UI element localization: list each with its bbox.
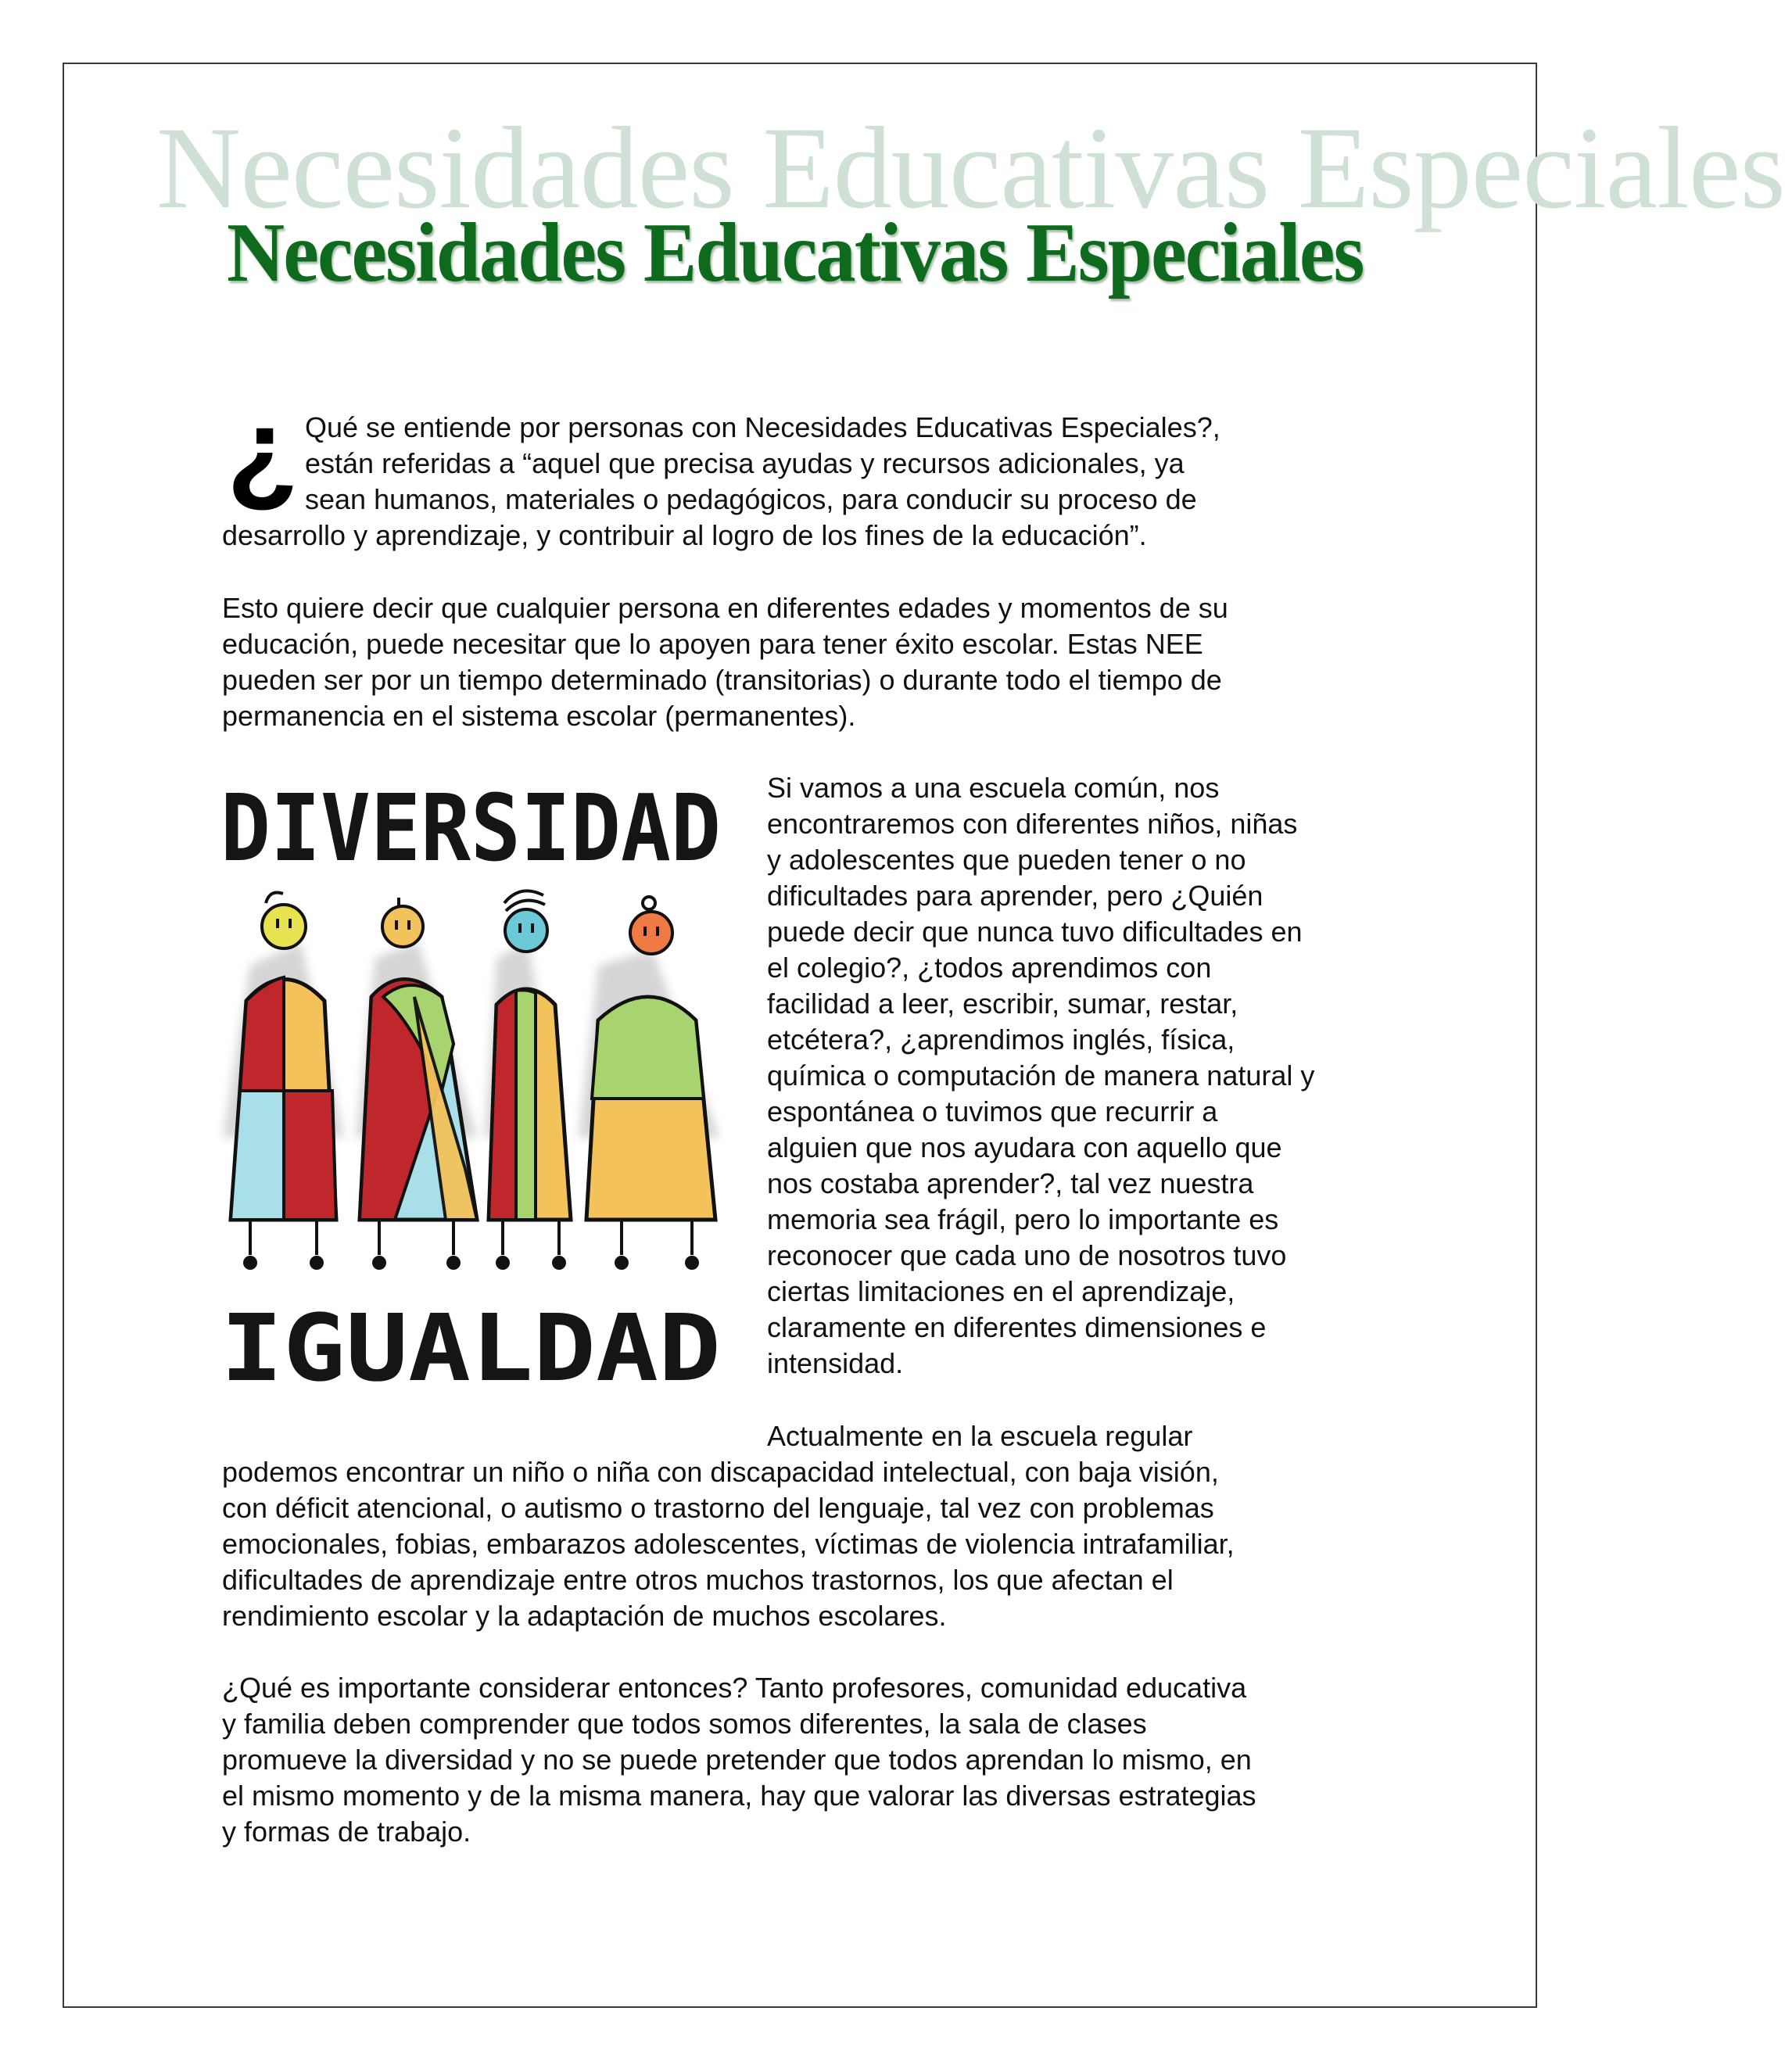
- intro-line: Qué se entiende por personas con Necesidades Educativas Especiales?,: [305, 411, 1220, 443]
- paragraph-line: y familia deben comprender que todos somos diferentes, la sala de clases: [222, 1708, 1147, 1740]
- drop-question-mark: ¿: [227, 384, 299, 515]
- side-line: intensidad.: [767, 1347, 904, 1379]
- side-line: reconocer que cada uno de nosotros tuvo: [767, 1239, 1287, 1271]
- side-line: puede decir que nunca tuvo dificultades en: [767, 916, 1303, 948]
- paragraph-line: promueve la diversidad y no se puede pretender que todos aprendan lo mismo, en: [222, 1744, 1252, 1776]
- paragraph-line: educación, puede necesitar que lo apoyen para tener éxito escolar. Estas NEE: [222, 628, 1203, 660]
- figure-1: [231, 893, 336, 1271]
- side-line: nos costaba aprender?, tal vez nuestra: [767, 1167, 1254, 1199]
- paragraph-line: dificultades de aprendizaje entre otros muchos trastornos, los que afectan el: [222, 1564, 1174, 1596]
- page-title: Necesidades Educativas Especiales: [227, 206, 1364, 299]
- diversity-equality-illustration: [215, 762, 727, 1400]
- side-line: memoria sea frágil, pero lo importante es: [767, 1203, 1279, 1235]
- side-line: espontánea o tuvimos que recurrir a: [767, 1095, 1218, 1127]
- side-line: alguien que nos ayudara con aquello que: [767, 1131, 1282, 1163]
- igualdad-word: IGUALDAD: [220, 1294, 721, 1402]
- paragraph-line: ¿Qué es importante considerar entonces? Tanto profesores, comunidad educativa: [222, 1672, 1247, 1704]
- side-line: ciertas limitaciones en el aprendizaje,: [767, 1275, 1235, 1307]
- side-line: Si vamos a una escuela común, nos: [767, 772, 1220, 804]
- figure-3: [489, 891, 571, 1270]
- intro-line: sean humanos, materiales o pedagógicos, para conducir su proceso de: [305, 483, 1197, 515]
- paragraph-line: Esto quiere decir que cualquier persona en diferentes edades y momentos de su: [222, 592, 1228, 624]
- paragraph-line: emocionales, fobias, embarazos adolescentes, víctimas de violencia intrafamiliar,: [222, 1528, 1235, 1560]
- side-line: y adolescentes que pueden tener o no: [767, 844, 1246, 876]
- diversidad-word: DIVERSIDAD: [220, 774, 721, 882]
- side-line: encontraremos con diferentes niños, niñas: [767, 808, 1298, 840]
- side-line: el colegio?, ¿todos aprendimos con: [767, 952, 1212, 984]
- paragraph-line: y formas de trabajo.: [222, 1816, 471, 1848]
- paragraph-line: rendimiento escolar y la adaptación de muchos escolares.: [222, 1600, 947, 1632]
- side-line: etcétera?, ¿aprendimos inglés, física,: [767, 1023, 1235, 1056]
- side-line: química o computación de manera natural y: [767, 1059, 1315, 1092]
- paragraph-line: el mismo momento y de la misma manera, hay que valorar las diversas estrategias: [222, 1780, 1256, 1812]
- title-shadow: Necesidades Educativas Especiales: [156, 103, 1785, 233]
- paragraph-line: con déficit atencional, o autismo o trastorno del lenguaje, tal vez con problemas: [222, 1492, 1214, 1524]
- paragraph-line: Actualmente en la escuela regular: [767, 1420, 1193, 1452]
- side-line: claramente en diferentes dimensiones e: [767, 1311, 1267, 1343]
- side-line: dificultades para aprender, pero ¿Quién: [767, 880, 1263, 912]
- paragraph-line: permanencia en el sistema escolar (permanentes).: [222, 700, 856, 732]
- paragraph-line: podemos encontrar un niño o niña con discapacidad intelectual, con baja visión,: [222, 1456, 1219, 1488]
- side-line: facilidad a leer, escribir, sumar, restar,: [767, 988, 1238, 1020]
- figure-4: [586, 897, 715, 1270]
- intro-line: desarrollo y aprendizaje, y contribuir al logro de los fines de la educación”.: [222, 519, 1147, 551]
- intro-line: están referidas a “aquel que precisa ayudas y recursos adicionales, ya: [305, 447, 1185, 479]
- paragraph-line: pueden ser por un tiempo determinado (transitorias) o durante todo el tiempo de: [222, 664, 1222, 696]
